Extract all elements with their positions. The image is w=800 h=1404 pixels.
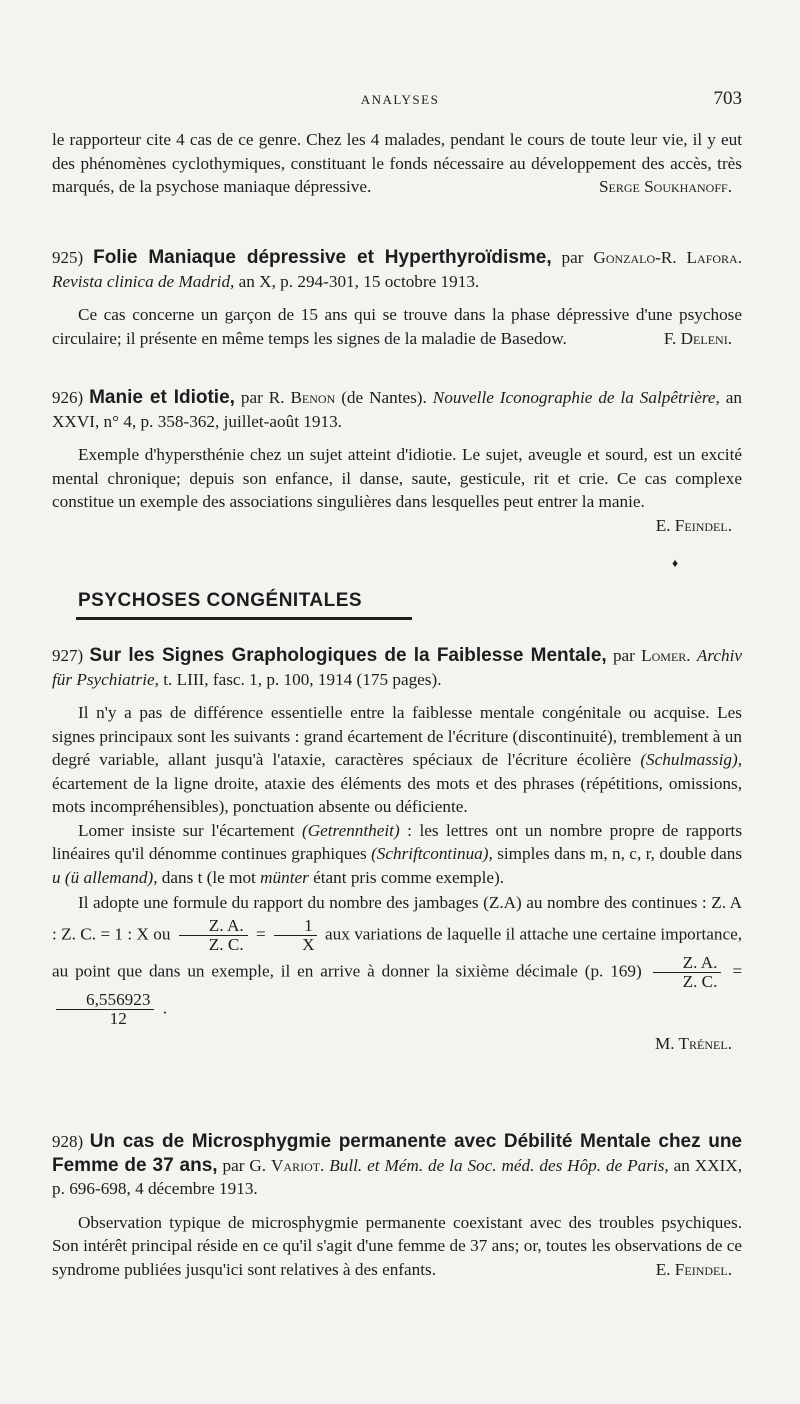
entry-928-journal: Bull. et Mém. de la Soc. méd. des Hôp. de Paris,: [329, 1155, 669, 1175]
entry-926-signature: E. Feindel.: [655, 515, 732, 535]
ink-mark: ♦: [672, 556, 679, 570]
entry-926-body: Exemple d'hypersthénie chez un sujet atteint d'idiotie. Le sujet, aveugle et sourd, est un excité mental chronique; depuis son enfance, il danse, saute, gesticule, rit et crie. Ce cas complexe constitue un exemple des associations singulières dans lesquelles peut entrer la manie. E. Feindel.: [52, 443, 742, 514]
running-header: ANALYSES: [360, 92, 440, 107]
entry-926-heading: 926) Manie et Idiotie, par R. Benon (de Nantes). Nouvelle Iconographie de la Salpêtrière, an XXVI, n° 4, p. 358-362, juillet-août 1913.: [52, 387, 742, 431]
entry-927-author: Lomer.: [641, 646, 691, 665]
entry-925-journal: Revista clinica de Madrid,: [52, 271, 235, 291]
entry-926-journal: Nouvelle Iconographie de la Salpêtrière,: [432, 388, 720, 407]
entry-925-signature: F. Deleni.: [663, 328, 732, 348]
section-title: PSYCHOSES CONGÉNITALES: [78, 590, 363, 611]
page-number: 703: [713, 88, 742, 109]
entry-926-author: Benon: [290, 388, 336, 407]
intro-text: le rapporteur cite 4 cas de ce genre. Chez les 4 malades, pendant le cours de toute leur vie, il y eut des phénomènes cyclothymiques, constituant le fonds nécessaire au développement des accès, très marqués, de la psychose maniaque dépressive. Serge Soukhanoff.: [52, 128, 742, 199]
entry-927-para-3: Il adopte une formule du rapport du nombre des jambages (Z.A) au nombre des continues : Z. A : Z. C. = 1 : X ou $\frac{Z. A.}{Z. C.}$ = $\frac{1}{X}$ aux variations de laquelle il attache une certaine importance, au point que dans un exemple, il en arrive à donner la sixième décimale (p. 169) $\frac{Z. A.}{Z. C.}$ = $\frac{6,556923}{12}$ .: [52, 893, 743, 1028]
fraction-1-x: $\frac{1}{X}$: [274, 917, 317, 954]
entry-926-title: Manie et Idiotie,: [89, 387, 235, 408]
entry-927-heading: 927) Sur les Signes Graphologiques de la Faiblesse Mentale, par Lomer. Archiv für Psychiatrie, t. LIII, fasc. 1, p. 100, 1914 (175 pages).: [52, 645, 743, 689]
entry-928-heading: 928) Un cas de Microsphygmie permanente avec Débilité Mentale chez une Femme de 37 ans, par G. Variot. Bull. et Mém. de la Soc. méd. des Hôp. de Paris, an XXIX, p. 696-698, 4 décembre 1913.: [52, 1131, 743, 1198]
entry-928-author: Variot.: [270, 1155, 325, 1175]
entry-926: [52, 386, 742, 537]
intro-signature: Serge Soukhanoff.: [598, 177, 732, 196]
entry-925-title: Folie Maniaque dépressive et Hyperthyroïdisme,: [93, 247, 552, 268]
fraction-za-zc: $\frac{Z. A.}{Z. C.}$: [179, 917, 248, 954]
entry-925-heading: 925) Folie Maniaque dépressive et Hyperthyroïdisme, par Gonzalo-R. Lafora. Revista clinica de Madrid, an X, p. 294-301, 15 octobre 1913.: [52, 247, 743, 291]
entry-925-author: Gonzalo-R. Lafora.: [593, 248, 743, 267]
entry-927: [52, 644, 742, 1056]
entry-928-title: Un cas de Microsphygmie permanente avec Débilité Mentale chez une Femme de 37 ans,: [52, 1131, 742, 1176]
fraction-za-zc-2: $\frac{Z. A.}{Z. C.}$: [653, 954, 722, 991]
entry-928-body: Observation typique de microsphygmie permanente coexistant avec des troubles psychiques. Son intérêt principal réside en ce qu'il s'agit d'une femme de 37 ans; or, toutes les observations de ce syndrome publiées jusqu'ici sont relatives à des enfants. E. Feindel.: [52, 1211, 742, 1282]
entry-927-signature: M. Trénel.: [654, 1034, 732, 1053]
entry-928-signature: E. Feindel.: [655, 1259, 732, 1279]
section-underline: [76, 617, 412, 620]
intro-block: [52, 128, 742, 199]
entry-925: [52, 246, 742, 350]
entry-927-para-2: Lomer insiste sur l'écartement (Getrenntheit) : les lettres ont un nombre propre de rapports linéaires qu'il dénomme continues graphiques (Schriftcontinua), simples dans m, n, c, r, double dans u (ü allemand), dans t (le mot münter étant pris comme exemple).: [52, 820, 743, 887]
entry-927-journal: Archiv für Psychiatrie,: [52, 646, 743, 689]
entry-927-title: Sur les Signes Graphologiques de la Faiblesse Mentale,: [89, 645, 607, 666]
fraction-decimal: $\frac{6,556923}{12}$: [56, 991, 154, 1028]
entry-928: [52, 1130, 742, 1281]
entry-927-para-1: Il n'y a pas de différence essentielle entre la faiblesse mentale congénitale ou acquise. Les signes principaux sont les suivants : grand écartement de l'écriture (discontinuité), tremblement à un degré variable, allant jusqu'à l'ataxie, caractères spéciaux de l'écriture écolière (Schulmassig), écartement de la ligne droite, ataxie des éléments des mots et des phrases (répétitions, omissions, mots incompréhensibles), ponctuation absente ou déficiente.: [52, 703, 742, 816]
entry-925-body: Ce cas concerne un garçon de 15 ans qui se trouve dans la phase dépressive d'une psychose circulaire; il présente en même temps les signes de la maladie de Basedow. F. Deleni.: [52, 303, 742, 350]
